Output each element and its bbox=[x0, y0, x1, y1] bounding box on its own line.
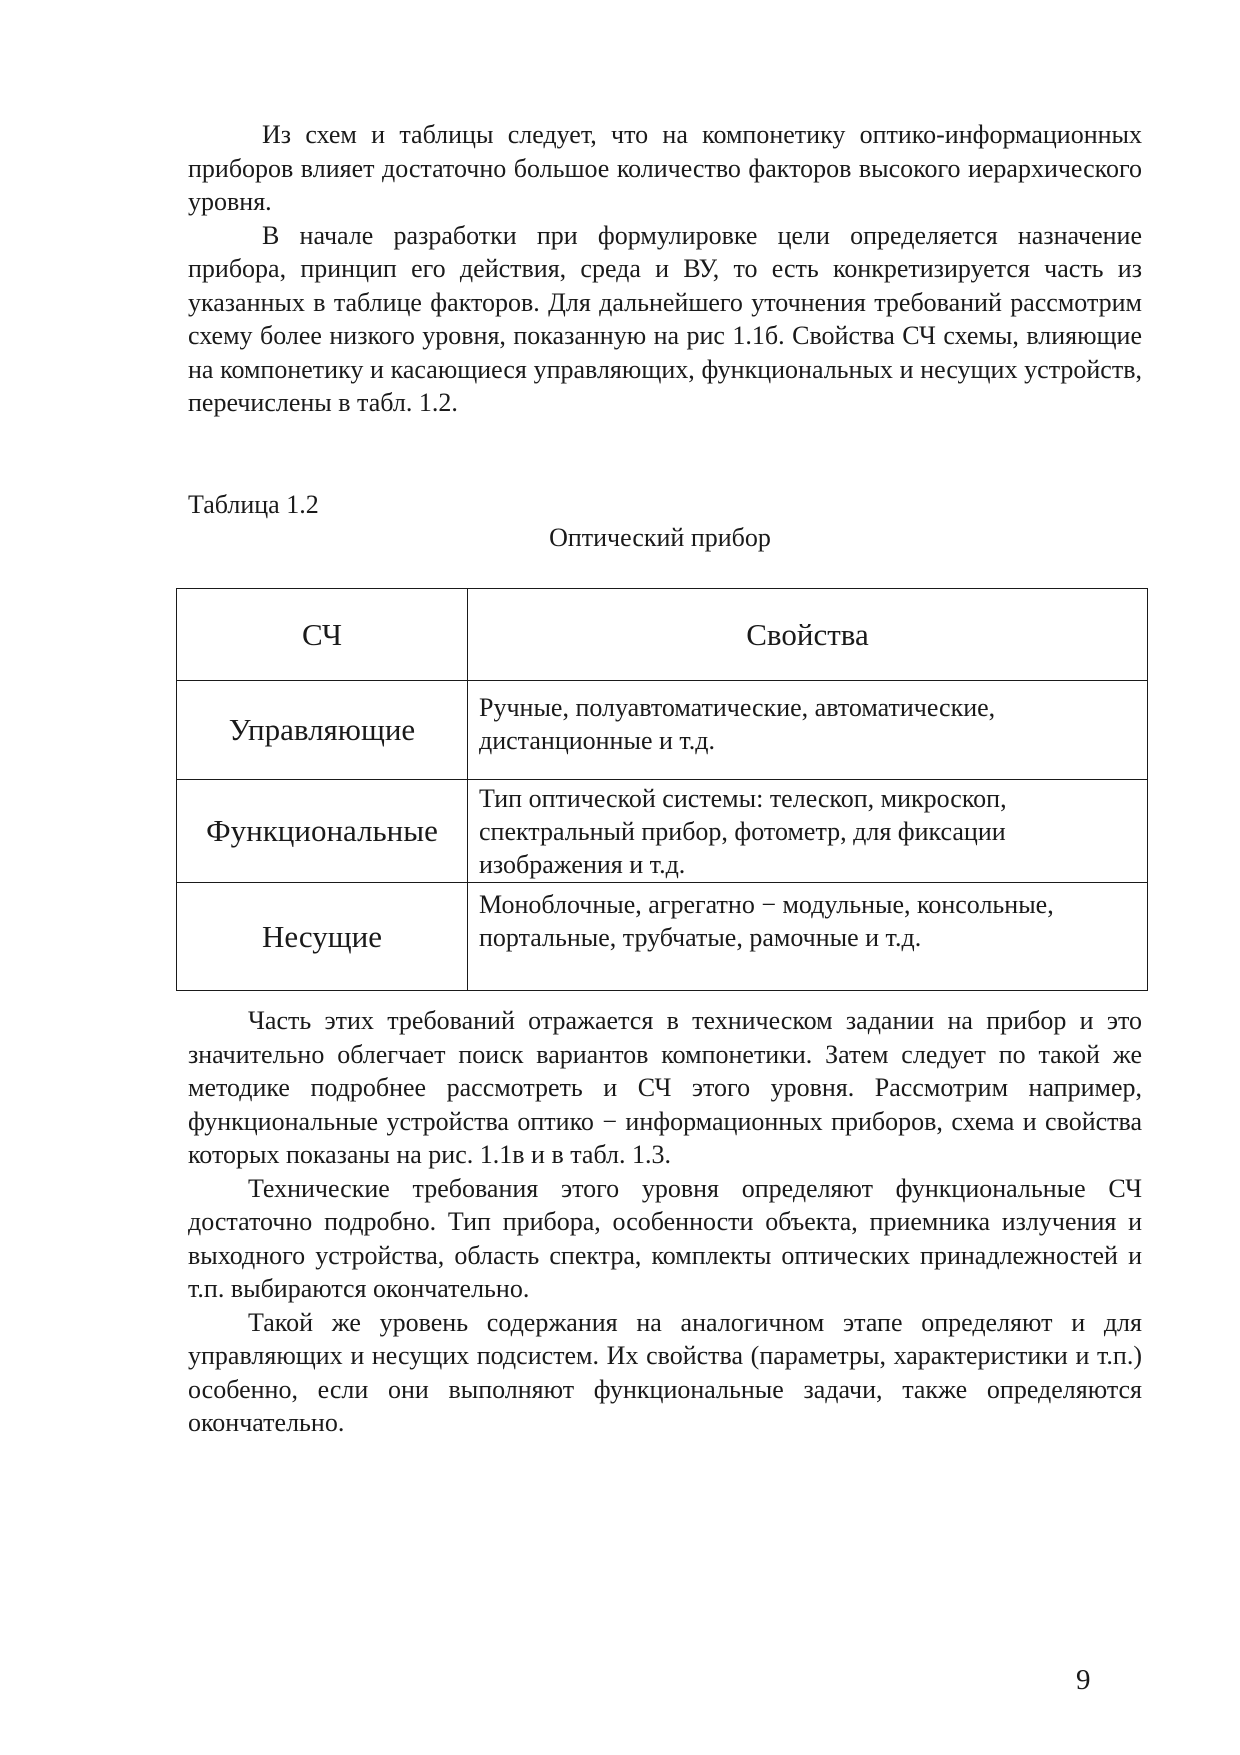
row-name-cell: Функциональные bbox=[177, 780, 468, 883]
page-number: 9 bbox=[1076, 1664, 1091, 1696]
table-header-row bbox=[177, 589, 1148, 681]
row-props-cell: Тип оптической системы: телескоп, микроскоп, спектральный прибор, фотометр, для фиксации изображения и т.д. bbox=[468, 780, 1148, 883]
row-name-cell: Несущие bbox=[177, 883, 468, 991]
intro-text bbox=[188, 118, 1142, 420]
table-row bbox=[177, 883, 1148, 991]
paragraph: Такой же уровень содержания на аналогичном этапе определяют и для управляющих и несущих подсистем. Их свойства (параметры, характеристики и т.п.) особенно, если они выполняют функциональные задачи, также определяются окончательно. bbox=[188, 1307, 1142, 1437]
row-name-cell: Управляющие bbox=[177, 681, 468, 780]
row-props-cell: Ручные, полуавтоматические, автоматические, дистанционные и т.д. bbox=[468, 681, 1148, 780]
table-title: Оптический прибор bbox=[549, 523, 771, 552]
header-cell-properties: Свойства bbox=[468, 589, 1148, 681]
properties-table bbox=[176, 588, 1148, 991]
table-row bbox=[177, 780, 1148, 883]
table-row bbox=[177, 681, 1148, 780]
paragraph: Часть этих требований отражается в техническом задании на прибор и это значительно облегчает поиск вариантов компонетики. Затем следует по такой же методике подробнее рассмотреть и СЧ этого уровня. Рассмотрим например, функциональные устройства оптико − информационных приборов, схема и свойства которых показаны на рис. 1.1в и в табл. 1.3. bbox=[188, 1006, 1142, 1169]
row-props-cell: Моноблочные, агрегатно − модульные, консольные, портальные, трубчатые, рамочные и т.д. bbox=[468, 883, 1148, 991]
paragraph: В начале разработки при формулировке цели определяется назначение прибора, принцип его действия, среда и ВУ, то есть конкретизируется часть из указанных в таблице факторов. Для дальнейшего уточнения требований рассмотрим схему более низкого уровня, показанную на рис 1.1б. Свойства СЧ схемы, влияющие на компонетику и касающиеся управляющих, функциональных и несущих устройств, перечислены в табл. 1.2. bbox=[188, 220, 1142, 417]
paragraph: Из схем и таблицы следует, что на компонетику оптико-информационных приборов влияет достаточно большое количество факторов высокого иерархического уровня. bbox=[188, 120, 1142, 216]
body-text bbox=[188, 1004, 1142, 1440]
header-cell-sch: СЧ bbox=[177, 589, 468, 681]
table-caption: Таблица 1.2 bbox=[188, 490, 319, 519]
paragraph: Технические требования этого уровня определяют функциональные СЧ достаточно подробно. Тип прибора, особенности объекта, приемника излучения и выходного устройства, область спектра, комплекты оптических принадлежностей и т.п. выбираются окончательно. bbox=[188, 1173, 1142, 1303]
